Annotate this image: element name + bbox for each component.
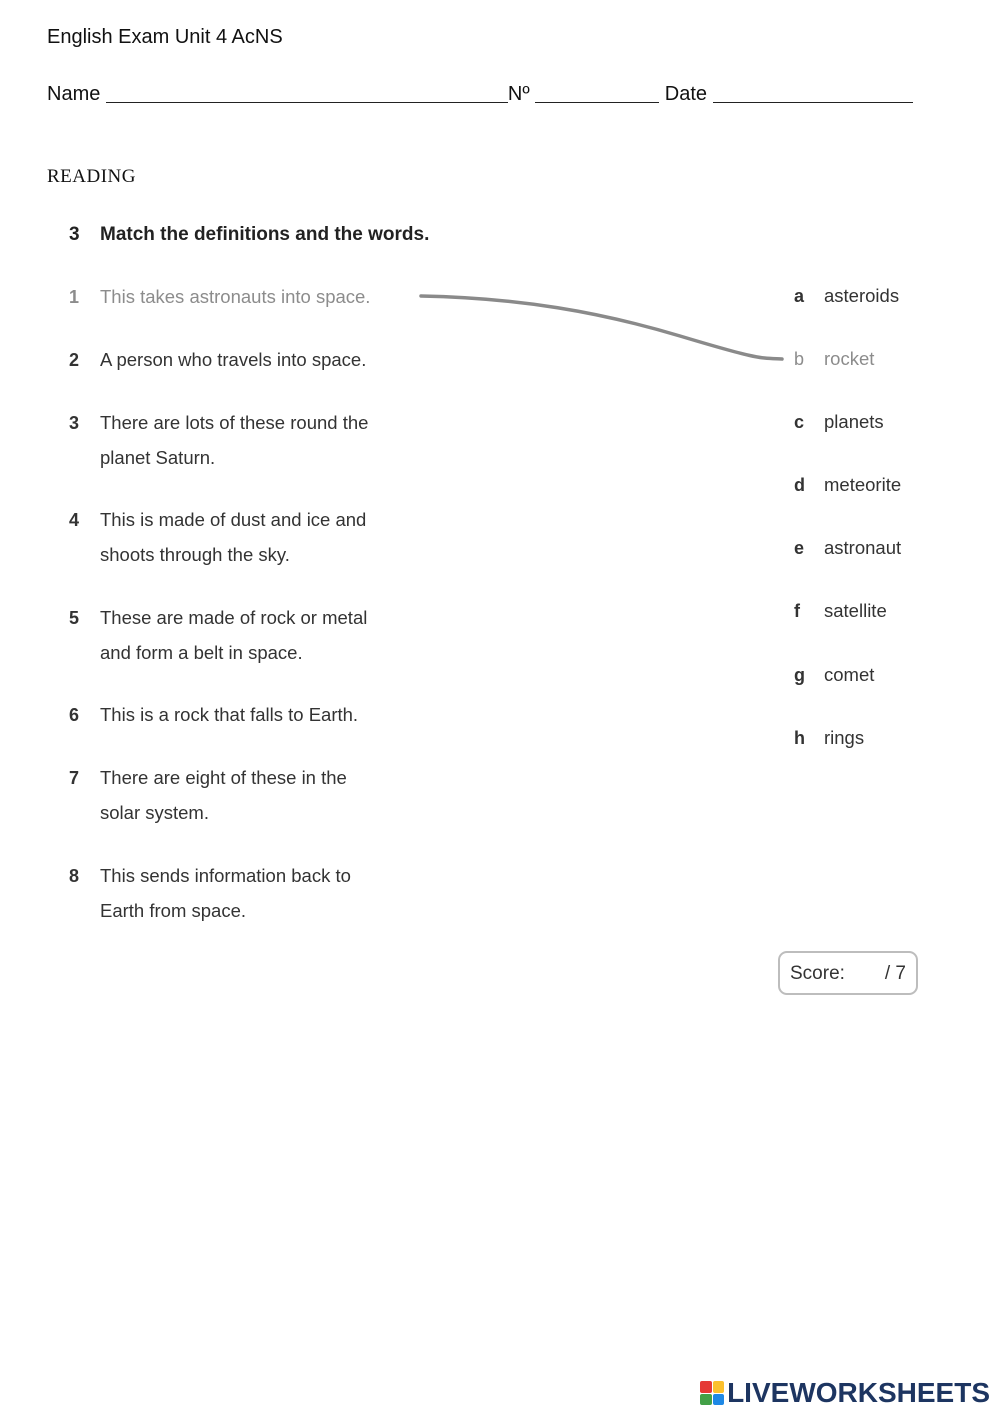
word-letter: b [794, 349, 805, 369]
definition-line: There are lots of these round the [100, 412, 369, 433]
definition-item[interactable] [100, 760, 430, 830]
definition-item[interactable] [100, 600, 430, 670]
definition-number: 7 [69, 768, 80, 788]
definition-item[interactable] [100, 858, 430, 928]
section-title: READING [47, 166, 136, 187]
definition-number: 5 [69, 608, 80, 628]
word-item-astronaut[interactable]: astronaut [824, 537, 902, 558]
definition-line: planet Saturn. [100, 447, 216, 468]
word-item-meteorite[interactable]: meteorite [824, 474, 902, 495]
definition-line: This sends information back to [100, 865, 351, 886]
logo-square [700, 1381, 712, 1393]
definition-line: This is a rock that falls to Earth. [100, 704, 359, 725]
definition-line: These are made of rock or metal [100, 607, 368, 628]
word-letter: g [794, 665, 805, 685]
logo-square [713, 1381, 725, 1393]
word-letter: c [794, 412, 805, 432]
word-item-satellite[interactable]: satellite [824, 600, 887, 621]
definition-line: A person who travels into space. [100, 349, 367, 370]
word-letter: a [794, 286, 805, 306]
definition-number: 8 [69, 866, 80, 886]
score-label: Score: [790, 963, 845, 984]
word-item-rocket[interactable]: rocket [824, 348, 875, 369]
word-item-comet[interactable]: comet [824, 664, 875, 685]
definition-item[interactable] [100, 342, 430, 377]
definition-line: This is made of dust and ice and [100, 509, 367, 530]
definition-number: 1 [69, 287, 80, 307]
example-match-line [421, 296, 782, 359]
definition-line: and form a belt in space. [100, 642, 303, 663]
word-item-asteroids[interactable]: asteroids [824, 285, 900, 306]
definition-item[interactable] [100, 405, 430, 475]
word-item-rings[interactable]: rings [824, 727, 865, 748]
definition-line: There are eight of these in the [100, 767, 347, 788]
definition-line: shoots through the sky. [100, 544, 290, 565]
word-letter: d [794, 475, 805, 495]
definition-line: solar system. [100, 802, 209, 823]
definition-number: 6 [69, 705, 80, 725]
date-label: Date [664, 83, 708, 105]
word-letter: f [794, 601, 800, 621]
word-letter: h [794, 728, 805, 748]
logo-square [700, 1394, 712, 1406]
logo-icon [700, 1381, 724, 1405]
definition-line: This takes astronauts into space. [100, 286, 371, 307]
definition-line: Earth from space. [100, 900, 247, 921]
number-label: Nº [507, 83, 530, 105]
exam-title: English Exam Unit 4 AcNS [47, 26, 283, 48]
definition-item[interactable] [100, 697, 430, 732]
logo-square [713, 1394, 725, 1406]
score-box [778, 951, 918, 995]
liveworksheets-logo [700, 1376, 990, 1410]
definition-number: 3 [69, 413, 80, 433]
definition-number: 4 [69, 510, 80, 530]
definition-item[interactable] [100, 502, 430, 572]
logo-text: LIVEWORKSHEETS [727, 1377, 990, 1408]
exercise-number: 3 [69, 224, 80, 245]
exercise-instruction: Match the definitions and the words. [100, 224, 430, 245]
definition-number: 2 [69, 350, 80, 370]
score-total: / 7 [884, 963, 906, 984]
name-label: Name [47, 83, 101, 105]
definition-item[interactable] [100, 279, 430, 314]
word-item-planets[interactable]: planets [824, 411, 884, 432]
word-letter: e [794, 538, 805, 558]
